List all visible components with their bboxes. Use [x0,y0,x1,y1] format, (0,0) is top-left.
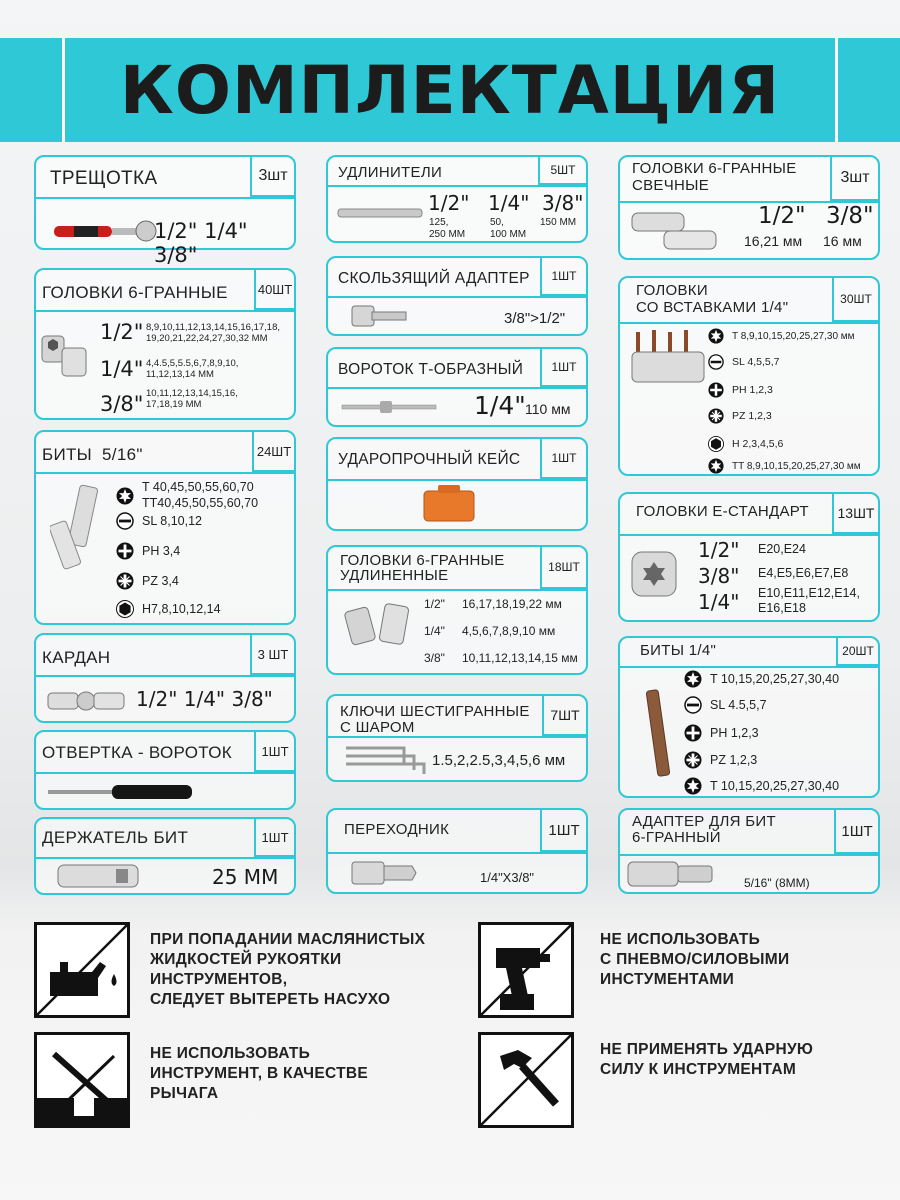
insert-row: PH 1,2,3 [708,382,773,398]
card-case [326,437,588,531]
bitadapter-size: 5/16" (8ММ) [744,876,810,890]
card-title: ОТВЕРТКА - ВОРОТОК [42,743,232,762]
page-title: КОМПЛЕКТАЦИЯ [119,51,781,129]
bitadapter-image [626,858,718,890]
card-title: АДАПТЕР ДЛЯ БИТ 6-ГРАННЫЙ [632,813,776,846]
estd-size-3: 1/4" [698,590,740,614]
ext-len-3: 150 ММ [540,217,577,228]
title-banner [0,38,900,142]
card-qty: 1ШТ [254,819,294,857]
card-tbar [326,347,588,427]
insert-row: SL 4,5,5,7 [708,354,779,370]
card-qty: 1ШТ [540,258,586,296]
card-inserts [618,276,880,476]
spark-len-2: 16 мм [823,233,862,249]
card-title: СКОЛЬЗЯЩИЙ АДАПТЕР [338,270,530,287]
deep-size-3: 3/8" [424,651,445,665]
card-title: БИТЫ 1/4" [640,642,717,659]
bit-row: PZ 1,2,3 [684,751,757,769]
card-spark [618,155,880,260]
card-qty: 1ШТ [834,810,878,854]
bit-row: PH 3,4 [116,542,180,560]
insert-row: H 2,3,4,5,6 [708,436,783,452]
card-qty: 1ШТ [254,732,294,772]
card-deep [326,545,588,675]
socket-size-3: 3/8" [100,392,144,416]
deep-list-2: 4,5,6,7,8,9,10 мм [462,624,556,638]
ext-size-1: 1/2" [428,191,470,215]
bit-row: SL 4.5,5,7 [684,696,767,714]
case-image [420,483,478,525]
warning-text: НЕ ИСПОЛЬЗОВАТЬ ИНСТРУМЕНТ, В КАЧЕСТВЕ РЫЧАГА [150,1045,368,1103]
estd-list-2: E4,E5,E6,E7,E8 [758,566,849,580]
deep-sockets-image [344,601,418,647]
bit-row: PH 1,2,3 [684,724,759,742]
holder-image [56,861,146,891]
spark-size-1: 1/2" [758,203,806,229]
card-qty: 7ШТ [542,696,586,736]
socket-size-2: 1/4" [100,357,144,381]
slide-image [350,302,410,330]
tbar-image [340,397,440,417]
card-title: ГОЛОВКИ 6-ГРАННЫЕ [42,283,228,302]
card-qty: 24ШТ [252,432,294,472]
bit-row: T 10,15,20,25,27,30,40 [684,670,839,688]
hex-keys-image [342,742,430,776]
bit-row: H7,8,10,12,14 [116,600,221,618]
bit-image [640,686,680,786]
card-ratchet [34,155,296,267]
hammer-warning-icon [478,1032,574,1128]
card-qty: 5ШТ [538,157,586,185]
bit-row: T 40,45,50,55,60,70 TT40,45,50,55,60,70 [116,480,258,511]
tbar-size: 1/4" [474,391,526,420]
ext-size-3: 3/8" [542,191,584,215]
title-frame [62,38,838,142]
slide-size: 3/8">1/2" [504,310,566,327]
card-title: ГОЛОВКИ 6-ГРАННЫЕ СВЕЧНЫЕ [632,160,797,194]
card-qty: 18ШТ [540,547,586,589]
estd-size-1: 1/2" [698,538,740,562]
card-title: КАРДАН [42,648,111,667]
warning-text: НЕ ИСПОЛЬЗОВАТЬ С ПНЕВМО/СИЛОВЫМИ ИНСТУМЕНТАМИ [600,931,790,989]
insert-sockets-image [630,328,706,388]
deep-size-2: 1/4" [424,624,445,638]
card-qty: 1ШТ [540,810,586,852]
socket-list-2: 4,4.5,5,5.5,6,7,8,9,10, 11,12,13,14 ММ [146,358,239,381]
card-qty: 30ШТ [832,278,878,322]
socket-list-3: 10,11,12,13,14,15,16, 17,18,19 ММ [146,388,238,411]
spark-size-2: 3/8" [826,203,874,229]
sockets-image [40,330,98,380]
estd-list-3: E10,E11,E12,E14, E16,E18 [758,586,860,615]
card-ujoint [34,633,296,723]
socket-list-1: 8,9,10,11,12,13,14,15,16,17,18, 19,20,21,22,24,27,30,32 ММ [146,322,280,345]
warning-text: НЕ ПРИМЕНЯТЬ УДАРНУЮ СИЛУ К ИНСТРУМЕНТАМ [600,1041,814,1079]
card-qty: 3шт [830,157,878,201]
card-qty: 40ШТ [254,270,294,310]
spark-sockets-image [630,209,720,255]
adapter-image [350,858,420,888]
card-qty: 3шт [250,157,294,197]
deep-size-1: 1/2" [424,597,445,611]
card-qty: 3 ШТ [250,635,294,675]
power-tool-warning-icon [478,922,574,1018]
card-qty: 20ШТ [836,638,878,666]
warning-text: ПРИ ПОПАДАНИИ МАСЛЯНИСТЫХ ЖИДКОСТЕЙ РУКОЯТКИ ИНСТРУМЕНТОВ, СЛЕДУЕТ ВЫТЕРЕТЬ НАСУХО [150,931,426,1009]
card-title: УДАРОПРОЧНЫЙ КЕЙС [338,451,521,468]
card-bits14 [618,636,880,798]
card-bitadapter [618,808,880,894]
tbar-len: 110 мм [525,401,571,417]
insert-row: TT 8,9,10,15,20,25,27,30 мм [708,458,861,474]
spark-len-1: 16,21 мм [744,233,803,249]
insert-row: PZ 1,2,3 [708,408,772,424]
oil-warning-icon [34,922,130,1018]
card-qty: 1ШТ [540,349,586,387]
card-title: ПЕРЕХОДНИК [344,821,450,838]
ujoint-image [46,685,130,715]
estd-list-1: E20,E24 [758,542,806,556]
card-title: ТРЕЩОТКА [50,168,158,189]
card-title: ГОЛОВКИ Е-СТАНДАРТ [636,503,809,520]
card-estd [618,492,880,622]
ext-size-2: 1/4" [488,191,530,215]
card-adapter [326,808,588,894]
card-title: ДЕРЖАТЕЛЬ БИТ [42,828,189,847]
card-bits516 [34,430,296,625]
lever-warning-icon [34,1032,130,1128]
card-title: ГОЛОВКИ СО ВСТАВКАМИ 1/4" [636,282,789,317]
card-screwdriver [34,730,296,810]
bit-row: T 10,15,20,25,27,30,40 [684,777,839,795]
card-holder [34,817,296,895]
deep-list-3: 10,11,12,13,14,15 мм [462,651,578,665]
socket-size-1: 1/2" [100,320,144,344]
card-title: ВОРОТОК Т-ОБРАЗНЫЙ [338,361,524,378]
ujoint-sizes: 1/2" 1/4" 3/8" [136,687,273,711]
card-slide [326,256,588,336]
ratchet-image [52,215,162,245]
bit-row: PZ 3,4 [116,572,179,590]
estd-size-2: 3/8" [698,564,740,588]
holder-size: 25 ММ [212,865,279,889]
ext-len-1: 125, 250 ММ [429,217,466,240]
ratchet-sizes: 1/2" 1/4" 3/8" [154,219,248,267]
screwdriver-image [46,780,206,804]
card-title: КЛЮЧИ ШЕСТИГРАННЫЕ С ШАРОМ [340,703,530,736]
card-ext [326,155,588,243]
ext-image [336,203,426,223]
estd-socket-image [628,546,688,606]
card-qty: 1ШТ [540,439,586,479]
card-sockets [34,268,296,420]
insert-row: T 8,9,10,15,20,25,27,30 мм [708,328,855,344]
hex-sizes: 1.5,2,2.5,3,4,5,6 мм [432,752,566,769]
card-title: УДЛИНИТЕЛИ [338,164,443,181]
ext-len-2: 50, 100 ММ [490,217,527,240]
card-title: ГОЛОВКИ 6-ГРАННЫЕ УДЛИНЕННЫЕ [340,552,505,584]
deep-list-1: 16,17,18,19,22 мм [462,597,562,611]
card-hex [326,694,588,782]
adapter-size: 1/4"X3/8" [480,870,535,885]
card-title: БИТЫ 5/16" [42,445,143,464]
bit-row: SL 8,10,12 [116,512,202,530]
card-qty: 13ШТ [832,494,878,534]
bits-image [50,482,112,572]
